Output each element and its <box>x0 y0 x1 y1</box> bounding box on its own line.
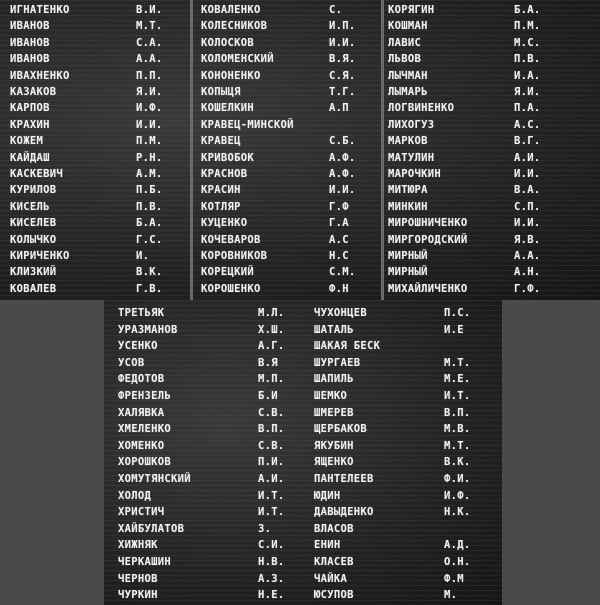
initials: И.Т. <box>258 489 285 502</box>
initials: Г.А <box>329 217 349 230</box>
initials: М.С. <box>514 36 541 49</box>
initials: И.А. <box>514 69 541 82</box>
surname: ЧУРКИН <box>118 589 158 602</box>
surname: КОВАЛЕВ <box>10 282 57 295</box>
surname: ЛИХОГУЗ <box>388 118 435 131</box>
surname: ИВАНОВ <box>10 20 50 33</box>
surname: ЯКУБИН <box>314 439 354 452</box>
initials: А.М. <box>136 168 163 180</box>
surname: КРАСНОВ <box>201 168 248 180</box>
surname: ИВАХНЕНКО <box>10 69 70 82</box>
surname: ХАЙБУЛАТОВ <box>118 522 185 535</box>
surname: МИХАЙЛИЧЕНКО <box>388 282 468 295</box>
initials: Н.Е. <box>258 589 285 602</box>
surname: ХИЖНЯК <box>118 539 158 552</box>
surname: КИСЕЛЬ <box>10 200 50 213</box>
surname: КУРИЛОВ <box>10 184 57 197</box>
surname: ХОМУТЯНСКИЙ <box>118 473 191 485</box>
initials: Г.В. <box>136 282 163 295</box>
initials: П.В. <box>136 200 163 213</box>
initials: М.Т. <box>136 20 163 33</box>
surname: КОШМАН <box>388 20 428 33</box>
initials: Н.С <box>329 250 349 262</box>
initials: И.И. <box>329 36 356 49</box>
surname: КУЦЕНКО <box>201 217 248 230</box>
surname: КИСЕЛЕВ <box>10 217 57 230</box>
surname: ХМЕЛЕНКО <box>118 423 171 436</box>
surname: КАСКЕВИЧ <box>10 168 63 180</box>
initials: Я.И. <box>514 86 541 98</box>
initials: Ф.И. <box>444 473 471 485</box>
initials: С.Б. <box>329 135 356 148</box>
surname: ЧАЙКА <box>314 572 348 585</box>
surname: КОТЛЯР <box>201 200 241 213</box>
initials: А.Г. <box>258 340 285 353</box>
initials: Н.В. <box>258 556 285 568</box>
initials: С.П. <box>514 200 541 213</box>
surname: ЛОГВИНЕНКО <box>388 102 455 115</box>
surname: КОВАЛЕНКО <box>201 4 261 16</box>
surname: ЧЕРКАШИН <box>118 556 171 568</box>
initials: В.А. <box>514 184 541 197</box>
initials: П.И. <box>258 456 285 469</box>
initials: М.В. <box>444 423 471 436</box>
surname: ШМЕРЕВ <box>314 406 354 419</box>
initials: В.И. <box>136 4 163 16</box>
surname: ИВАНОВ <box>10 53 50 66</box>
surname: КОЛОМЕНСКИЙ <box>201 53 274 66</box>
initials: И.Т. <box>258 506 285 519</box>
initials: С.В. <box>258 406 285 419</box>
initials: Ф.М <box>444 572 464 585</box>
surname: ИГНАТЕНКО <box>10 4 70 16</box>
initials: М. <box>444 589 458 602</box>
surname: ШУРГАЕВ <box>314 356 361 369</box>
initials: С.И. <box>258 539 285 552</box>
initials: Ф.Н <box>329 282 349 295</box>
surname: ЛЬВОВ <box>388 53 422 66</box>
surname: КРАХИН <box>10 118 50 131</box>
surname: УРАЗМАНОВ <box>118 323 178 336</box>
initials: И.Е <box>444 323 464 336</box>
surname: КОЛЕСНИКОВ <box>201 20 268 33</box>
memorial-plaque-lower <box>104 300 502 605</box>
surname: ШАКАЯ БЕСК <box>314 340 381 353</box>
initials: И.И. <box>514 168 541 180</box>
initials: М.Е. <box>444 373 471 386</box>
surname: МАТУЛИН <box>388 151 435 164</box>
initials: О.Н. <box>444 556 471 568</box>
surname: ЕНИН <box>314 539 341 552</box>
surname: ЧЕРНОВ <box>118 572 158 585</box>
initials: З. <box>258 522 272 535</box>
initials: П.А. <box>514 102 541 115</box>
surname: ВЛАСОВ <box>314 522 354 535</box>
plaque-seam <box>381 0 384 300</box>
surname: ЛАВИС <box>388 36 422 49</box>
initials: Б.А. <box>136 217 163 230</box>
surname: КОПЫЦЯ <box>201 86 241 98</box>
initials: В.Я <box>258 356 278 369</box>
initials: Р.Н. <box>136 151 163 164</box>
initials: А.Д. <box>444 539 471 552</box>
initials: В.Г. <box>514 135 541 148</box>
surname: МИНКИН <box>388 200 428 213</box>
initials: Г.Ф. <box>514 282 541 295</box>
surname: ЩЕРБАКОВ <box>314 423 367 436</box>
surname: КРАСИН <box>201 184 241 197</box>
initials: А.З. <box>258 572 285 585</box>
initials: И. <box>136 250 150 262</box>
initials: А.П <box>329 102 349 115</box>
initials: М.Т. <box>444 356 471 369</box>
surname: ФЕДОТОВ <box>118 373 165 386</box>
surname: МИРНЫЙ <box>388 266 428 279</box>
initials: М.П. <box>258 373 285 386</box>
surname: КРИВОБОК <box>201 151 254 164</box>
initials: Н.К. <box>444 506 471 519</box>
initials: П.П. <box>136 69 163 82</box>
plaque-seam <box>190 0 193 300</box>
surname: КРАВЕЦ-МИНСКОЙ <box>201 118 294 131</box>
initials: П.С. <box>444 307 471 319</box>
surname: ШАПИЛЬ <box>314 373 354 386</box>
surname: ЧУХОНЦЕВ <box>314 307 367 319</box>
initials: И.И. <box>329 184 356 197</box>
surname: КОЧЕВАРОВ <box>201 233 261 246</box>
initials: А.Н. <box>514 266 541 279</box>
initials: А.С. <box>514 118 541 131</box>
surname: КРАВЕЦ <box>201 135 241 148</box>
initials: С.Я. <box>329 69 356 82</box>
initials: И.П. <box>329 20 356 33</box>
surname: КИРИЧЕНКО <box>10 250 70 262</box>
initials: С.М. <box>329 266 356 279</box>
surname: ФРЕНЗЕЛЬ <box>118 390 171 402</box>
initials: Г.С. <box>136 233 163 246</box>
initials: И.И. <box>136 118 163 131</box>
initials: П.Б. <box>136 184 163 197</box>
surname: МИРНЫЙ <box>388 250 428 262</box>
surname: ХОРОШКОВ <box>118 456 171 469</box>
surname: КОЛЫЧКО <box>10 233 57 246</box>
initials: И.Ф. <box>136 102 163 115</box>
surname: ШАТАЛЬ <box>314 323 354 336</box>
initials: В.К. <box>444 456 471 469</box>
surname: КЛИЗКИЙ <box>10 266 57 279</box>
initials: П.В. <box>514 53 541 66</box>
initials: А.Ф. <box>329 151 356 164</box>
surname: МАРОЧКИН <box>388 168 441 180</box>
surname: КОРОШЕНКО <box>201 282 261 295</box>
surname: КЛАСЕВ <box>314 556 354 568</box>
initials: С.А. <box>136 36 163 49</box>
surname: МИТЮРА <box>388 184 428 197</box>
surname: КОРЯГИН <box>388 4 435 16</box>
surname: КОРОВНИКОВ <box>201 250 268 262</box>
initials: Я.В. <box>514 233 541 246</box>
initials: А.И. <box>514 151 541 164</box>
initials: М.Л. <box>258 307 285 319</box>
initials: П.М. <box>136 135 163 148</box>
initials: А.А. <box>136 53 163 66</box>
surname: ПАНТЕЛЕЕВ <box>314 473 374 485</box>
surname: КОЖЕМ <box>10 135 44 148</box>
surname: КАЗАКОВ <box>10 86 57 98</box>
surname: КАЙДАШ <box>10 151 50 164</box>
surname: ХРИСТИЧ <box>118 506 165 519</box>
surname: ДАВЫДЕНКО <box>314 506 374 519</box>
surname: УСОВ <box>118 356 145 369</box>
surname: КАРПОВ <box>10 102 50 115</box>
surname: МИРГОРОДСКИЙ <box>388 233 468 246</box>
surname: МИРОШНИЧЕНКО <box>388 217 468 230</box>
initials: Я.И. <box>136 86 163 98</box>
surname: КОШЕЛКИН <box>201 102 254 115</box>
initials: В.П. <box>444 406 471 419</box>
surname: ЮДИН <box>314 489 341 502</box>
initials: А.Ф. <box>329 168 356 180</box>
initials: М.Т. <box>444 439 471 452</box>
surname: ЛЫЧМАН <box>388 69 428 82</box>
initials: В.П. <box>258 423 285 436</box>
surname: ХАЛЯВКА <box>118 406 165 419</box>
initials: И.Ф. <box>444 489 471 502</box>
initials: С. <box>329 4 343 16</box>
initials: С.В. <box>258 439 285 452</box>
surname: ХОЛОД <box>118 489 152 502</box>
initials: В.К. <box>136 266 163 279</box>
initials: Б.А. <box>514 4 541 16</box>
surname: ШЕМКО <box>314 390 348 402</box>
surname: ТРЕТЬЯК <box>118 307 165 319</box>
initials: А.С <box>329 233 349 246</box>
initials: Б.И <box>258 390 278 402</box>
initials: Х.Ш. <box>258 323 285 336</box>
initials: И.Т. <box>444 390 471 402</box>
initials: Т.Г. <box>329 86 356 98</box>
surname: ЯЩЕНКО <box>314 456 354 469</box>
surname: КОРЕЦКИЙ <box>201 266 254 279</box>
initials: Г.Ф <box>329 200 349 213</box>
initials: А.И. <box>258 473 285 485</box>
memorial-plaque-upper <box>0 0 600 300</box>
initials: И.И. <box>514 217 541 230</box>
surname: УСЕНКО <box>118 340 158 353</box>
initials: А.А. <box>514 250 541 262</box>
surname: ИВАНОВ <box>10 36 50 49</box>
initials: П.М. <box>514 20 541 33</box>
surname: МАРКОВ <box>388 135 428 148</box>
surname: ХОМЕНКО <box>118 439 165 452</box>
surname: КОНОНЕНКО <box>201 69 261 82</box>
surname: ЮСУПОВ <box>314 589 354 602</box>
initials: В.Я. <box>329 53 356 66</box>
surname: КОЛОСКОВ <box>201 36 254 49</box>
surname: ЛЫМАРЬ <box>388 86 428 98</box>
